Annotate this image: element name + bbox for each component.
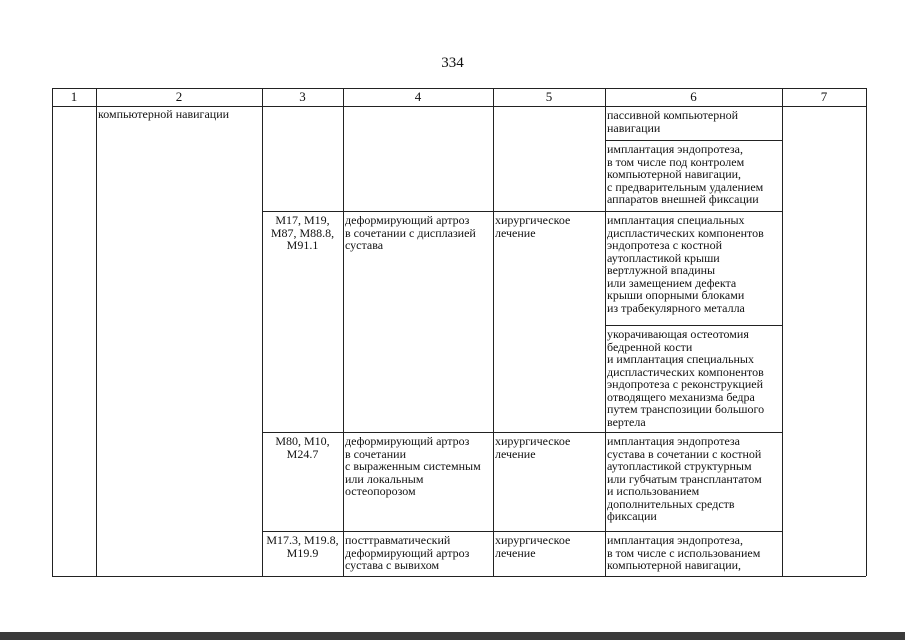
diagnosis-codes-line: M87, M88.8, [270,225,335,240]
treatment-type-line: хирургическое [495,434,571,448]
diagnosis-codes [263,214,342,252]
treatment-method [607,534,781,572]
diagnosis-text-line: с выраженным системным [345,459,481,473]
treatment-method [607,435,781,523]
treatment-method-line: вертела [607,414,646,429]
treatment-method-line: или губчатым трансплантатом [607,471,762,486]
diagnosis-codes-line: M19.9 [286,545,319,560]
method-separator [605,140,782,141]
column-header-4: 4 [414,89,422,104]
treatment-type-line: лечение [495,446,536,461]
treatment-method [607,214,781,314]
treatment-method [607,109,781,134]
diagnosis-codes-line: M17, M19, [275,213,330,227]
column-2-text: компьютерной навигации [98,107,230,121]
column-border-4 [493,88,494,576]
treatment-method-line: эндопротеза с реконструкцией [607,377,763,391]
diagnosis-text [345,435,492,498]
treatment-method-line: имплантация эндопротеза, [607,533,743,547]
treatment-method-line: в том числе с использованием [607,545,761,560]
treatment-method-line: эндопротеза с костной [607,238,722,252]
treatment-method-line: имплантация эндопротеза [607,434,740,448]
treatment-method-line: аутопластикой структурным [607,459,752,473]
diagnosis-text-line: в сочетании с дисплазией [345,225,476,240]
column-border-1 [96,88,97,576]
treatment-method-line: компьютерной навигации, [607,558,742,572]
treatment-method-line: укорачивающая остеотомия [607,327,749,341]
treatment-method-line: вертлужной впадины [607,263,716,277]
diagnosis-codes [263,534,342,559]
treatment-method-line: диспластических компонентов [607,225,764,240]
treatment-type [495,534,604,559]
column-header-3: 3 [299,89,306,104]
treatment-method-line: фиксации [607,509,657,523]
diagnosis-text-line: сустава [345,238,384,252]
treatment-method-line: в том числе под контролем [607,154,745,169]
treatment-method-line: диспластических компонентов [607,364,764,379]
diagnosis-text-line: в сочетании [345,446,407,461]
column-header-5: 5 [545,89,553,104]
scan-bottom-edge [0,632,905,640]
column-header-2: 2 [175,89,183,104]
diagnosis-text [345,214,492,252]
block-separator [262,432,782,433]
diagnosis-codes-line: M17.3, M19.8, [266,533,339,547]
treatment-type-line: хирургическое [495,533,571,547]
column-border-3 [343,88,344,576]
diagnosis-codes [263,435,342,460]
diagnosis-text-line: остеопорозом [345,484,416,498]
treatment-type-line: хирургическое [495,213,571,227]
column-border-0 [52,88,53,576]
treatment-method-line: отводящего механизма бедра [607,389,755,404]
diagnosis-text-line: или локальным [345,471,424,486]
method-separator [605,325,782,326]
diagnosis-codes-line: M24.7 [286,446,319,461]
treatment-method-line: навигации [607,120,661,135]
treatment-method-line: из трабекулярного металла [607,300,745,315]
treatment-method-line: или замещением дефекта [607,275,737,290]
column-header-1: 1 [70,89,78,104]
treatment-method-line: с предварительным удалением [607,179,764,194]
treatment-type-line: лечение [495,545,536,560]
treatment-method-line: пассивной компьютерной [607,108,739,122]
column-header-7: 7 [820,89,828,104]
block-separator [262,211,782,212]
treatment-method [607,328,781,428]
treatment-method-line: компьютерной навигации, [607,167,742,181]
treatment-method-line: путем транспозиции большого [607,402,765,416]
page-number: 334 [441,55,464,71]
treatment-type-line: лечение [495,225,536,240]
diagnosis-codes-line: M91.1 [286,238,319,252]
treatment-method-line: имплантация эндопротеза, [607,142,743,156]
column-border-6 [782,88,783,576]
treatment-method [607,143,781,206]
treatment-method-line: аутопластикой крыши [607,250,720,265]
diagnosis-codes-line: M80, M10, [275,434,330,448]
diagnosis-text-line: деформирующий артроз [345,434,470,448]
treatment-method-line: и имплантация специальных [607,352,754,366]
column-header-6: 6 [690,89,697,104]
diagnosis-text-line: посттравматический [345,533,451,547]
column-border-5 [605,88,606,576]
treatment-type [495,214,604,239]
treatment-method-line: дополнительных средств [607,496,735,511]
diagnosis-text [345,534,492,572]
treatment-method-line: и использованием [607,484,700,498]
treatment-method-line: аппаратов внешней фиксации [607,192,759,206]
treatment-method-line: крыши опорными блоками [607,288,745,302]
column-border-2 [262,88,263,576]
diagnosis-text-line: сустава с вывихом [345,558,440,572]
block-separator [262,531,782,532]
treatment-type [495,435,604,460]
table-bottom-border [52,576,866,577]
treatment-method-line: имплантация специальных [607,213,745,227]
treatment-method-line: сустава в сочетании с костной [607,446,762,461]
column-border-7 [866,88,867,576]
treatment-method-line: бедренной кости [607,339,693,354]
diagnosis-text-line: деформирующий артроз [345,545,470,560]
diagnosis-text-line: деформирующий артроз [345,213,470,227]
